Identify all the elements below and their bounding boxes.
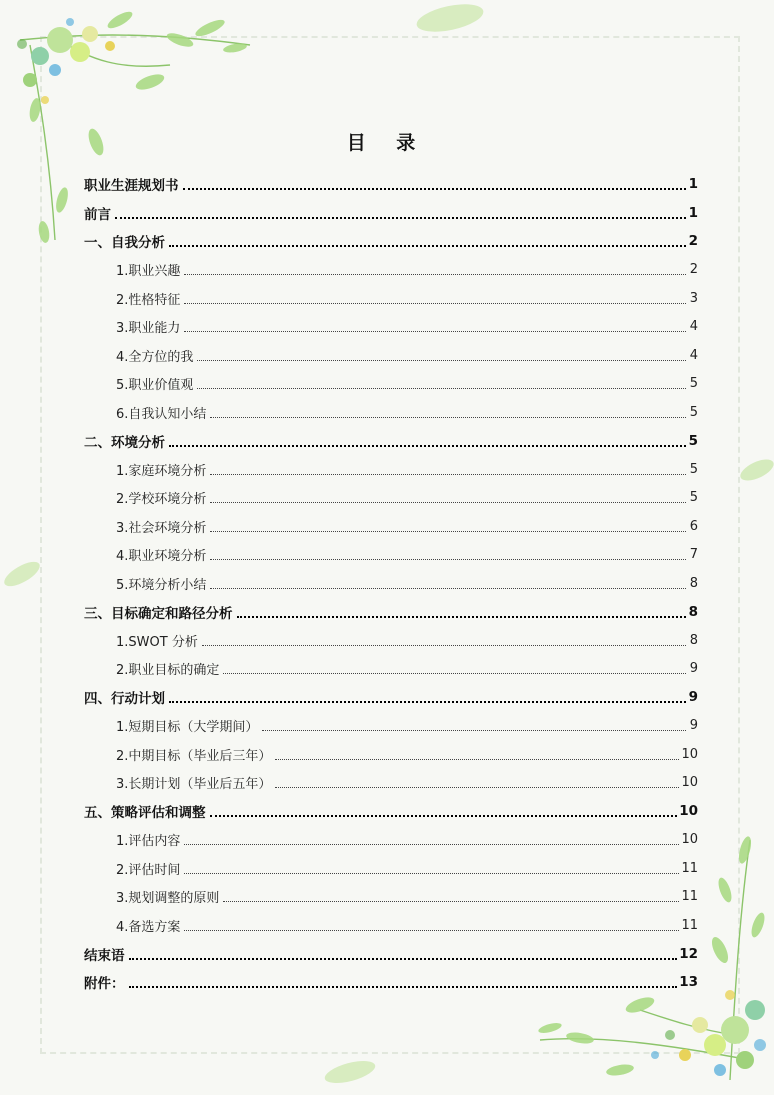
dot-leader [237,616,687,618]
dot-leader [169,701,686,703]
toc-entry[interactable] [84,398,698,427]
dot-leader [129,986,678,988]
toc-entry-label: 5.职业价值观 [116,378,194,394]
toc-entry-label: 4.职业环境分析 [116,549,207,565]
dot-leader [262,730,686,731]
toc-entry[interactable] [84,854,698,883]
dot-leader [210,815,678,817]
toc-entry[interactable] [84,769,698,798]
toc-entry-label: 1.评估内容 [116,834,181,850]
toc-entry-label: 3.职业能力 [116,321,181,337]
toc-entry[interactable] [84,227,698,256]
leaf-left-icon [0,552,45,592]
dot-leader [129,958,678,960]
dot-leader [210,502,686,503]
toc-entry-label: 2.中期目标（毕业后三年） [116,748,272,764]
toc-entry-page-number: 9 [688,689,698,706]
toc-entry-page-number: 8 [688,603,698,620]
dot-leader [197,388,686,389]
leaf-bottom-icon [320,1052,380,1092]
toc-title: 目 录 [346,132,428,154]
toc-entry[interactable] [84,512,698,541]
dot-leader [223,673,686,674]
toc-entry-page-number: 3 [689,290,698,306]
toc-entry[interactable] [84,740,698,769]
foliage-cluster-icon [651,990,766,1076]
toc-entry-page-number: 11 [681,889,698,905]
toc-entry[interactable] [84,655,698,684]
toc-entry[interactable] [84,626,698,655]
toc-entry-label: 二、环境分析 [84,434,165,451]
toc-entry[interactable] [84,313,698,342]
toc-entry[interactable] [84,256,698,285]
foliage-cluster-icon [17,18,115,104]
toc-entry-page-number: 9 [689,718,698,734]
toc-entry-page-number: 5 [689,376,698,392]
leaf-top-icon [410,0,490,40]
toc-entry[interactable] [84,455,698,484]
toc-entry[interactable] [84,569,698,598]
dot-leader [275,759,679,760]
toc-entry-page-number: 10 [679,803,698,820]
toc-entry-page-number: 13 [679,974,698,991]
toc-entry-page-number: 10 [681,832,698,848]
toc-entry-label: 2.评估时间 [116,862,181,878]
toc-entry[interactable] [84,940,698,969]
toc-entry-page-number: 1 [688,176,698,193]
dot-leader [223,901,679,902]
toc-entry-page-number: 2 [688,233,698,250]
toc-entry-label: 一、自我分析 [84,235,165,252]
toc-entry-label: 五、策略评估和调整 [84,805,206,822]
toc-entry-page-number: 5 [689,490,698,506]
toc-entry[interactable] [84,541,698,570]
toc-entry-label: 2.职业目标的确定 [116,663,220,679]
dot-leader [184,844,679,845]
toc-entry-label: 1.家庭环境分析 [116,463,207,479]
toc-entry-label: 4.全方位的我 [116,349,194,365]
dot-leader [169,245,686,247]
toc-entry-page-number: 8 [689,575,698,591]
toc-entry[interactable] [84,797,698,826]
toc-entry-label: 结束语 [84,947,125,964]
dot-leader [210,559,686,560]
dot-leader [210,588,686,589]
toc-entry[interactable] [84,170,698,199]
dot-leader [184,930,679,931]
toc-entry-page-number: 4 [689,347,698,363]
toc-entry-page-number: 7 [689,547,698,563]
toc-entry-label: 6.自我认知小结 [116,406,207,422]
toc-entry-label: 2.性格特征 [116,292,181,308]
toc-entry-page-number: 5 [689,404,698,420]
toc-entry-label: 职业生涯规划书 [84,178,179,195]
toc-entry[interactable] [84,683,698,712]
toc-entry-page-number: 1 [688,204,698,221]
toc-entry-label: 5.环境分析小结 [116,577,207,593]
dot-leader [184,331,686,332]
toc-entry[interactable] [84,427,698,456]
toc-entry[interactable] [84,341,698,370]
dot-leader [210,531,686,532]
toc-entry[interactable] [84,484,698,513]
toc-entry[interactable] [84,284,698,313]
toc-entry-label: 3.社会环境分析 [116,520,207,536]
toc-entry-label: 三、目标确定和路径分析 [84,605,233,622]
toc-entry-page-number: 2 [689,262,698,278]
dot-leader [275,787,679,788]
toc-entry[interactable] [84,598,698,627]
toc-entry-page-number: 6 [689,518,698,534]
table-of-contents [84,170,698,997]
toc-entry-page-number: 11 [681,860,698,876]
leaf-right-icon [735,450,774,490]
dot-leader [210,417,686,418]
toc-entry-label: 1.SWOT 分析 [116,634,198,650]
toc-entry-label: 四、行动计划 [84,691,165,708]
toc-entry[interactable] [84,370,698,399]
toc-entry-page-number: 4 [689,319,698,335]
dot-leader [115,217,686,219]
toc-entry-page-number: 11 [681,917,698,933]
toc-entry[interactable] [84,911,698,940]
toc-entry-page-number: 10 [681,746,698,762]
dot-leader [202,645,686,646]
toc-entry-label: 1.短期目标（大学期间） [116,720,259,736]
toc-entry-label: 2.学校环境分析 [116,492,207,508]
toc-entry-label: 前言 [84,206,111,223]
dot-leader [184,303,686,304]
dot-leader [169,445,686,447]
toc-entry-label: 4.备选方案 [116,919,181,935]
toc-entry[interactable] [84,199,698,228]
toc-entry-page-number: 12 [679,945,698,962]
dot-leader [210,474,686,475]
toc-entry[interactable] [84,712,698,741]
dot-leader [197,360,686,361]
toc-entry-page-number: 8 [689,632,698,648]
toc-entry-label: 3.长期计划（毕业后五年） [116,777,272,793]
toc-entry-label: 1.职业兴趣 [116,264,181,280]
dot-leader [183,188,687,190]
toc-entry-page-number: 5 [689,461,698,477]
toc-entry-page-number: 5 [688,432,698,449]
dot-leader [184,274,686,275]
toc-entry[interactable] [84,883,698,912]
toc-entry-label: 附件： [84,976,125,993]
dot-leader [184,873,679,874]
toc-entry[interactable] [84,968,698,997]
toc-entry-page-number: 10 [681,775,698,791]
toc-entry-page-number: 9 [689,661,698,677]
toc-entry[interactable] [84,826,698,855]
toc-entry-label: 3.规划调整的原则 [116,891,220,907]
